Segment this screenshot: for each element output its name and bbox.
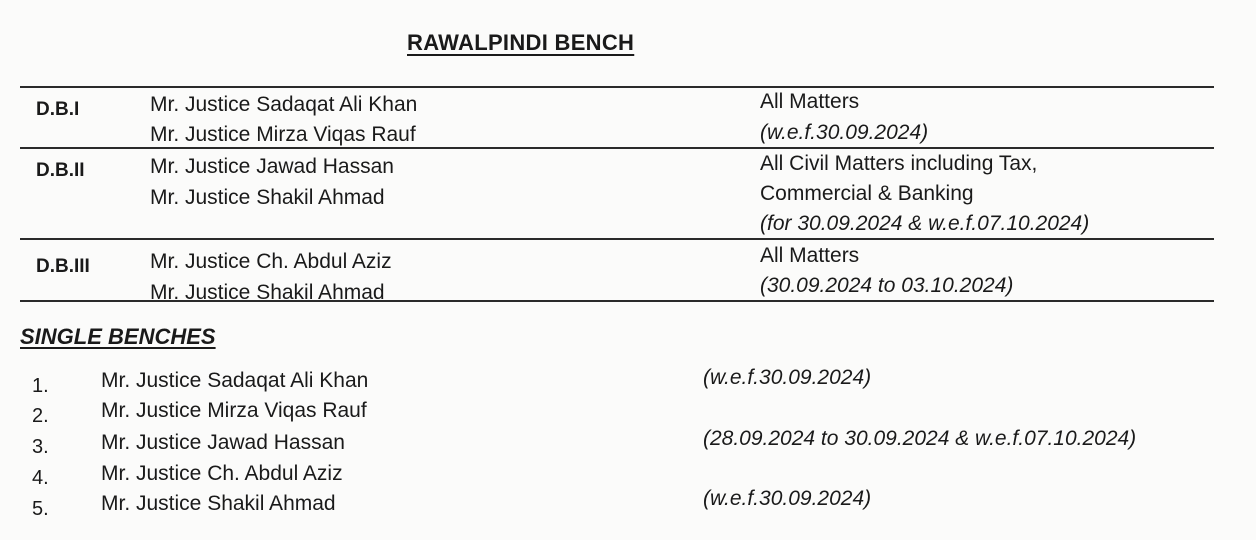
db3-period: (30.09.2024 to 03.10.2024) [760, 274, 1014, 297]
db2-matters-line-1: All Civil Matters including Tax, [760, 152, 1038, 175]
db2-judge-1: Mr. Justice Jawad Hassan [150, 155, 394, 178]
db1-period: (w.e.f.30.09.2024) [760, 121, 929, 144]
single-benches-heading: SINGLE BENCHES [20, 324, 216, 349]
db-code-1: D.B.I [36, 99, 80, 120]
list-item-number: 5. [32, 498, 49, 520]
list-item-number: 2. [32, 405, 49, 427]
db-code-3: D.B.III [36, 256, 90, 277]
list-item-judge: Mr. Justice Jawad Hassan [101, 431, 345, 454]
list-item-period: (w.e.f.30.09.2024) [703, 487, 872, 510]
db1-matters-line-1: All Matters [760, 90, 860, 113]
list-item-judge: Mr. Justice Shakil Ahmad [101, 492, 336, 515]
list-item-judge: Mr. Justice Sadaqat Ali Khan [101, 369, 369, 392]
list-item-period: (w.e.f.30.09.2024) [703, 366, 872, 389]
page-title: RAWALPINDI BENCH [407, 30, 635, 55]
db3-judge-1: Mr. Justice Ch. Abdul Aziz [150, 250, 392, 273]
db2-judge-2: Mr. Justice Shakil Ahmad [150, 186, 385, 209]
db-code-2: D.B.II [36, 160, 85, 181]
list-item-number: 4. [32, 467, 49, 489]
list-item-period: (28.09.2024 to 30.09.2024 & w.e.f.07.10.2024) [703, 427, 1137, 450]
list-item-judge: Mr. Justice Mirza Viqas Rauf [101, 399, 367, 422]
db1-judge-1: Mr. Justice Sadaqat Ali Khan [150, 93, 418, 116]
db1-judge-2: Mr. Justice Mirza Viqas Rauf [150, 123, 416, 146]
table-rule-2 [20, 238, 1214, 240]
table-rule-bottom [20, 300, 1214, 302]
table-rule-top [20, 86, 1214, 88]
db2-period: (for 30.09.2024 & w.e.f.07.10.2024) [760, 212, 1090, 235]
db3-judge-2: Mr. Justice Shakil Ahmad [150, 281, 385, 304]
table-rule-1 [20, 147, 1214, 149]
list-item-number: 1. [32, 375, 49, 397]
list-item-judge: Mr. Justice Ch. Abdul Aziz [101, 462, 343, 485]
db3-matters-line-1: All Matters [760, 244, 860, 267]
db2-matters-line-2: Commercial & Banking [760, 182, 974, 205]
list-item-number: 3. [32, 436, 49, 458]
